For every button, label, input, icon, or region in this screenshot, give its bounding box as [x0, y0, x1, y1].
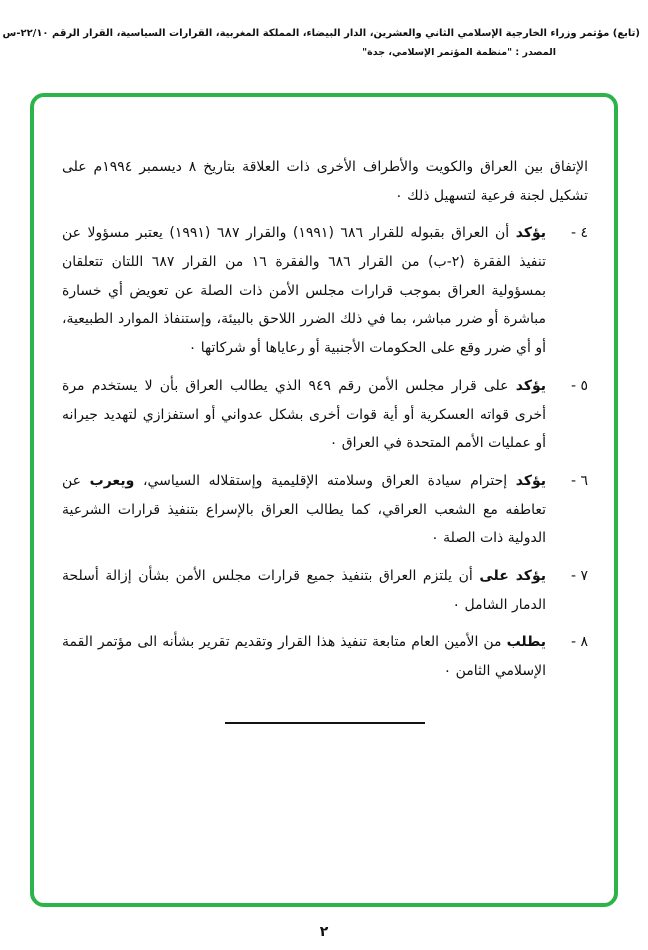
intro-paragraph: الإتفاق بين العراق والكويت والأطراف الأخرى ذات العلاقة بتاريخ ٨ ديسمبر ١٩٩٤م على تشكيل لجنة فرعية لتسهيل ذلك ٠ — [62, 159, 589, 204]
item-body-text-2: عن تعاطفه مع الشعب العراقي، كما يطالب العراق بالإسراع بتنفيذ قرارات الشرعية الدولية ذات الصلة ٠ — [62, 472, 546, 547]
item-text — [62, 562, 546, 619]
page-number: ٢ — [319, 924, 329, 940]
item-keyword: يطلب — [506, 634, 546, 651]
item-keyword: يؤكد — [515, 472, 547, 489]
item-body-text: من الأمين العام متابعة تنفيذ هذا القرار وتقديم تقرير بشأنه الى مؤتمر القمة الإسلامي الثامن ٠ — [62, 634, 546, 679]
resolution-item-8 — [62, 628, 588, 685]
resolution-item-7 — [62, 562, 588, 619]
item-body-text: على قرار مجلس الأمن رقم ٩٤٩ الذي يطالب العراق بأن لا يستخدم مرة أخرى قواته العسكرية أو أية قوات أخرى بشكل عدواني أو استفزازي لتهديد جيرانه أو عمليات الأمم المتحدة في العراق ٠ — [62, 377, 546, 452]
item-text — [62, 372, 546, 458]
item-text — [62, 628, 546, 685]
resolution-item-4 — [62, 219, 588, 362]
document-header-title: (تابع) مؤتمر وزراء الخارجية الإسلامي الثاني والعشرين، الدار البيضاء، المملكة المغربية، القرارات السياسية، القرار الرقم ٢٢/١٠-س — [2, 28, 640, 39]
item-number: ٨ - — [570, 634, 588, 651]
resolution-item-5 — [62, 372, 588, 458]
document-header — [2, 28, 640, 58]
item-number: ٧ - — [570, 567, 588, 584]
resolution-item-6 — [62, 467, 588, 553]
item-keyword: يؤكد — [515, 377, 547, 394]
item-body-text: أن العراق بقبوله للقرار ٦٨٦ (١٩٩١) والقرار ٦٨٧ (١٩٩١) يعتبر مسؤولا عن تنفيذ الفقرة (٢-ب) من القرار ٦٨٦ والفقرة ١٦ من القرار ٦٨٧ اللتان تتعلقان بمسؤولية العراق بموجب قرارات مجلس الأمن ذات الصلة عن تعويض أي خسارة مباشرة أو ضرر مباشر، بما في ذلك الضرر اللاحق بالبيئة، وإستنفاذ الموارد الطبيعية، أو أي ضرر وقع على الحكومات الأجنبية أو رعاياها أو شركاتها ٠ — [62, 225, 546, 357]
item-body-text: إحترام سيادة العراق وسلامته الإقليمية وإستقلاله السياسي، — [142, 472, 508, 489]
item-keyword-2: ويعرب — [89, 472, 135, 489]
document-header-source: المصدر : "منظمة المؤتمر الإسلامي، جدة" — [362, 47, 556, 58]
document-body — [34, 97, 614, 724]
item-keyword: يؤكد على — [479, 567, 546, 584]
item-text — [62, 467, 546, 553]
item-body-text: أن يلتزم العراق بتنفيذ جميع قرارات مجلس الأمن بشأن إزالة أسلحة الدمار الشامل ٠ — [62, 567, 546, 613]
item-number: ٤ - — [570, 225, 588, 242]
item-keyword: يؤكد — [515, 225, 546, 242]
item-text — [62, 219, 546, 362]
item-number: ٥ - — [570, 377, 588, 394]
end-divider — [225, 722, 425, 724]
item-number: ٦ - — [570, 472, 588, 489]
green-border-frame — [30, 93, 618, 907]
